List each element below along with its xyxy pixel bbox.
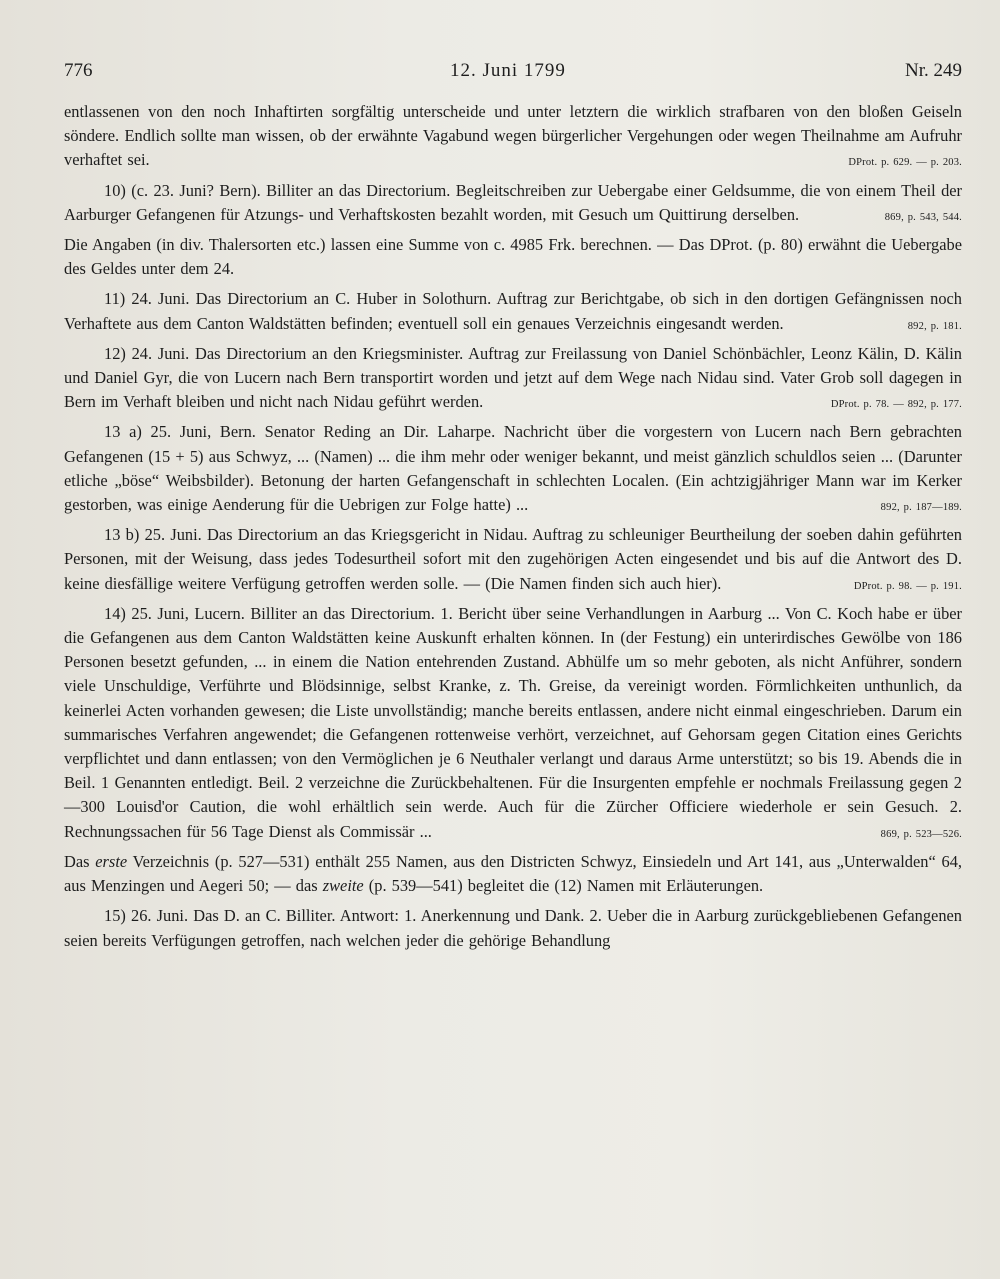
page-date: 12. Juni 1799 — [450, 60, 566, 81]
entry-reference: DProt. p. 78. — 892, p. 177. — [830, 399, 962, 411]
entry-text: 13 b) 25. Juni. Das Directorium an das Kriegsgericht in Nidau. Auftrag zu schleuniger Beurtheilung der soeben dahin geführten Personen, mit der Weisung, dass jedes Todesurtheil sofort mit den zugehörigen Acten eingesendet und bis auf die Antwort des D. keine diesfällige weitere Verfügung getroffen werden solle. — (Die Namen finden sich auch hier). — [64, 525, 962, 593]
entry-10 — [64, 179, 962, 227]
entry-emphasis-second: zweite — [322, 876, 364, 896]
entry-11 — [64, 287, 962, 335]
entry-reference: 892, p. 187—189. — [880, 502, 962, 514]
entry-13a — [64, 420, 962, 517]
entry-note-10 — [64, 233, 962, 281]
entry-text: 13 a) 25. Juni, Bern. Senator Reding an Dir. Laharpe. Nachricht über die vorgestern von Lucern nach Bern gebrachten Gefangenen (15 + 5) aus Schwyz, ... (Namen) ... die ihm mehr oder weniger bekannt, und meist gänzlich schuldlos seien ... (Darunter etliche „böse“ Weibsbilder). Betonung der harten Gefangenschaft in schlechten Localen. (Ein achtzigjähriger Mann war im Kerker gestorben, was einige Aenderung für die Uebrigen zur Folge hatte) ... — [64, 422, 962, 515]
entry-text-post: (p. 539—541) begleitet die (12) Namen mit Erläuterungen. — [363, 876, 764, 896]
entry-reference: 869, p. 543, 544. — [884, 211, 962, 223]
page-header — [64, 60, 962, 100]
entry-14 — [64, 602, 962, 844]
entry-continuation — [64, 100, 962, 173]
entry-text: entlassenen von den noch Inhaftirten sorgfältig unterscheide und unter letztern die wirklich strafbaren von den bloßen Geiseln söndere. Endlich sollte man wissen, ob der erwähnte Vagabund wegen bürgerlicher Vergehungen oder wegen Theilnahme am Aufruhr verhaftet sei. — [64, 102, 962, 170]
entry-text: 15) 26. Juni. Das D. an C. Billiter. Antwort: 1. Anerkennung und Dank. 2. Ueber die in Aarburg zurückgebliebenen Gefangenen seien bereits Verfügungen getroffen, nach welchen jeder die gehörige Behandlung — [64, 906, 962, 950]
entry-text: 10) (c. 23. Juni? Bern). Billiter an das Directorium. Begleitschreiben zur Uebergabe einer Geldsumme, die von einem Theil der Aarburger Gefangenen für Atzungs- und Verhaftskosten bezahlt worden, mit Gesuch um Quittirung derselben. — [64, 180, 962, 224]
entry-reference: 869, p. 523—526. — [880, 828, 962, 840]
entry-15 — [64, 904, 962, 952]
entry-reference: 892, p. 181. — [907, 320, 962, 332]
entry-emphasis-first: erste — [95, 851, 128, 871]
entry-text: 12) 24. Juni. Das Directorium an den Kriegsminister. Auftrag zur Freilassung von Daniel Schönbächler, Leonz Kälin, D. Kälin und Daniel Gyr, die von Lucern nach Bern transportirt worden und jetzt auf dem Wege nach Nidau sind. Vater Grob soll dagegen in Bern im Verhaft bleiben und nicht nach Nidau geführt werden. — [64, 343, 962, 412]
entry-13b — [64, 523, 962, 596]
entry-text: 11) 24. Juni. Das Directorium an C. Huber in Solothurn. Auftrag zur Berichtgabe, ob sich in den dortigen Gefängnissen noch Verhaftete aus dem Canton Waldstätten befinden; eventuell soll ein genaues Verzeichnis eingesandt werden. — [64, 289, 962, 333]
entry-text: Die Angaben (in div. Thalersorten etc.) lassen eine Summe von c. 4985 Frk. berechnen. — Das DProt. (p. 80) erwähnt die Uebergabe des Geldes unter dem 24. — [64, 235, 962, 279]
entry-text-mid: Verzeichnis (p. 527—531) enthält 255 Namen, aus den Districten Schwyz, Einsiedeln und Art 141, aus „Unterwalden“ 64, aus Menzingen und Aegeri 50; — das — [64, 851, 962, 896]
document-number: Nr. 249 — [905, 60, 962, 81]
entry-reference: DProt. p. 98. — p. 191. — [853, 580, 962, 592]
entry-text-pre: Das — [64, 851, 96, 871]
page-number: 776 — [64, 60, 93, 81]
entry-12 — [64, 342, 962, 415]
entry-text: 14) 25. Juni, Lucern. Billiter an das Directorium. 1. Bericht über seine Verhandlungen in Aarburg ... Von C. Koch habe er über die Gefangenen aus dem Canton Waldstätten keine Auskunft erhalten können. In (der Festung) ein unterirdisches Gewölbe von 186 Personen besetzt gefunden, ... in einem die Nation entehrenden Zustand. Abhülfe um so mehr geboten, als nicht Anführer, sondern viele Unschuldige, Verführte und Blödsinnige, selbst Kranke, z. Th. Greise, da vereinigt worden. Förmlichkeiten unthunlich, da keinerlei Acten vorhanden gewesen; die Liste unvollständig; manche bereits entlassen, andere nicht einmal eingeschrieben. Darum ein summarisches Verfahren angewendet; die Gefangenen rottenweise verhört, verzeichnet, auf Gehorsam gegen Citation eines Gerichts verpflichtet und dann entlassen; von den Vermöglichen je 6 Neuthaler verlangt und daraus Arme unterstützt; so bis 19. Abends die in Beil. 1 Genannten entledigt. Beil. 2 verzeichne die Zurückbehaltenen. Für die Insurgenten empfehle er nochmals Freilassung gegen 2—300 Louisd'or Caution, die wohl erhältlich sein werde. Auch für die Zürcher Officiere wiederhole er sein Gesuch. 2. Rechnungssachen für 56 Tage Dienst als Commissär ... — [64, 603, 962, 841]
entry-reference: DProt. p. 629. — p. 203. — [848, 157, 962, 169]
entry-note-14 — [64, 850, 962, 898]
page-body — [64, 100, 962, 953]
